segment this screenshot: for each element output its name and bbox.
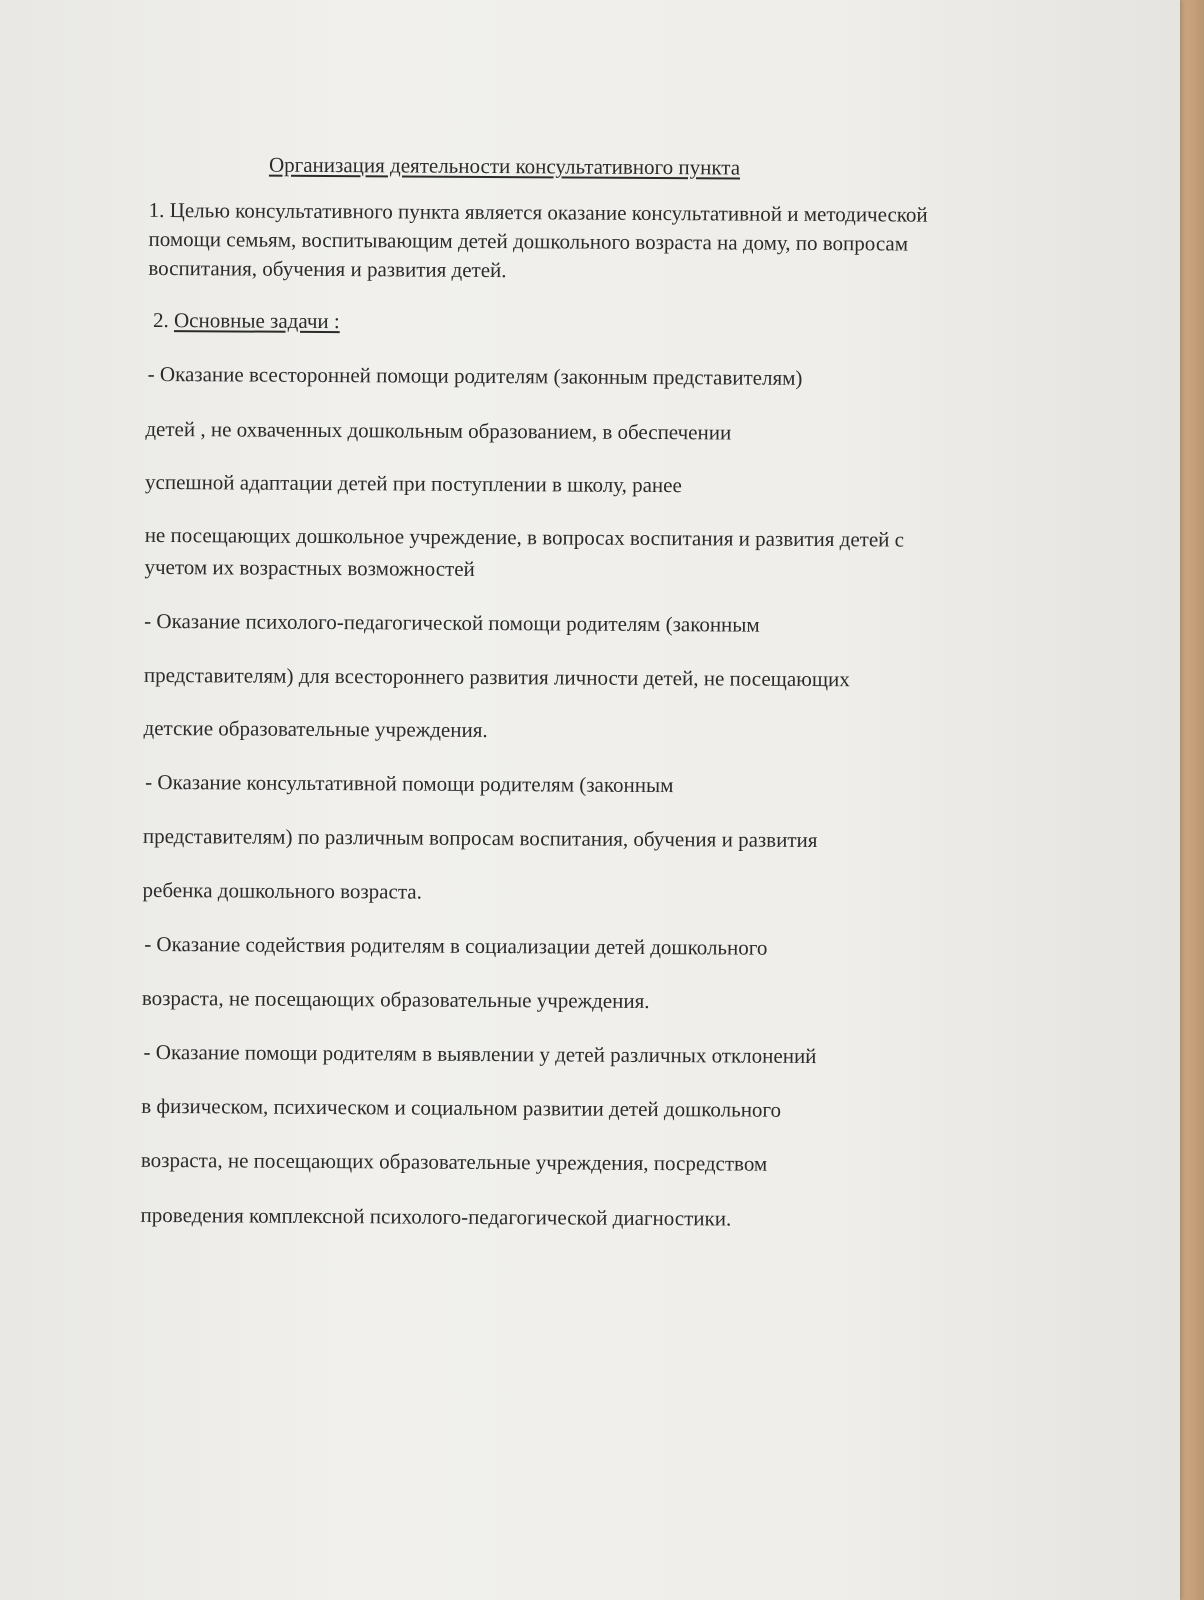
- task-4-line-2: возраста, не посещающих образовательные учреждения.: [141, 985, 650, 1013]
- item-1-line-2: помощи семьям, воспитывающим детей дошкольного возраста на дому, по вопросам: [148, 226, 909, 256]
- item-2-number: 2.: [152, 307, 169, 333]
- task-5-line-3: возраста, не посещающих образовательные учреждения, посредством: [140, 1147, 768, 1176]
- task-5-line-2: в физическом, психическом и социальном развитии детей дошкольного: [141, 1093, 782, 1122]
- task-5-line-1: - Оказание помощи родителям в выявлении у детей различных отклонений: [143, 1039, 817, 1069]
- task-1-line-5: учетом их возрастных возможностей: [144, 554, 475, 581]
- item-1-line-1: 1. Целью консультативного пункта является оказание консультативной и методической: [148, 197, 928, 227]
- task-2-line-3: детские образовательные учреждения.: [143, 715, 488, 742]
- task-2-line-1: - Оказание психолого-педагогической помощи родителям (законным: [144, 608, 760, 637]
- item-2-heading-line: [153, 307, 340, 334]
- task-5-line-4: проведения комплексной психолого-педагогической диагностики.: [140, 1202, 732, 1231]
- item-1-line-3: воспитания, обучения и развития детей.: [148, 255, 507, 283]
- task-3-line-1: - Оказание консультативной помощи родителям (законным: [145, 769, 674, 798]
- task-1-line-3: успешной адаптации детей при поступлении в школу, ранее: [144, 469, 682, 498]
- task-1-line-4: не посещающих дошкольное учреждение, в вопросах воспитания и развития детей с: [144, 522, 905, 552]
- document-title: Организация деятельности консультативного пункта: [268, 152, 741, 180]
- task-2-line-2: представителям) для всестороннего развития личности детей, не посещающих: [143, 662, 850, 692]
- task-1-line-2: детей , не охваченных дошкольным образованием, в обеспечении: [145, 416, 732, 445]
- item-2-heading: Основные задачи :: [173, 308, 340, 334]
- task-3-line-2: представителям) по различным вопросам воспитания, обучения и развития: [142, 823, 818, 853]
- task-4-line-1: - Оказание содействия родителям в социализации детей дошкольного: [144, 931, 768, 960]
- task-3-line-3: ребенка дошкольного возраста.: [142, 877, 422, 904]
- task-1-line-1: - Оказание всесторонней помощи родителям (законным представителям): [147, 361, 803, 390]
